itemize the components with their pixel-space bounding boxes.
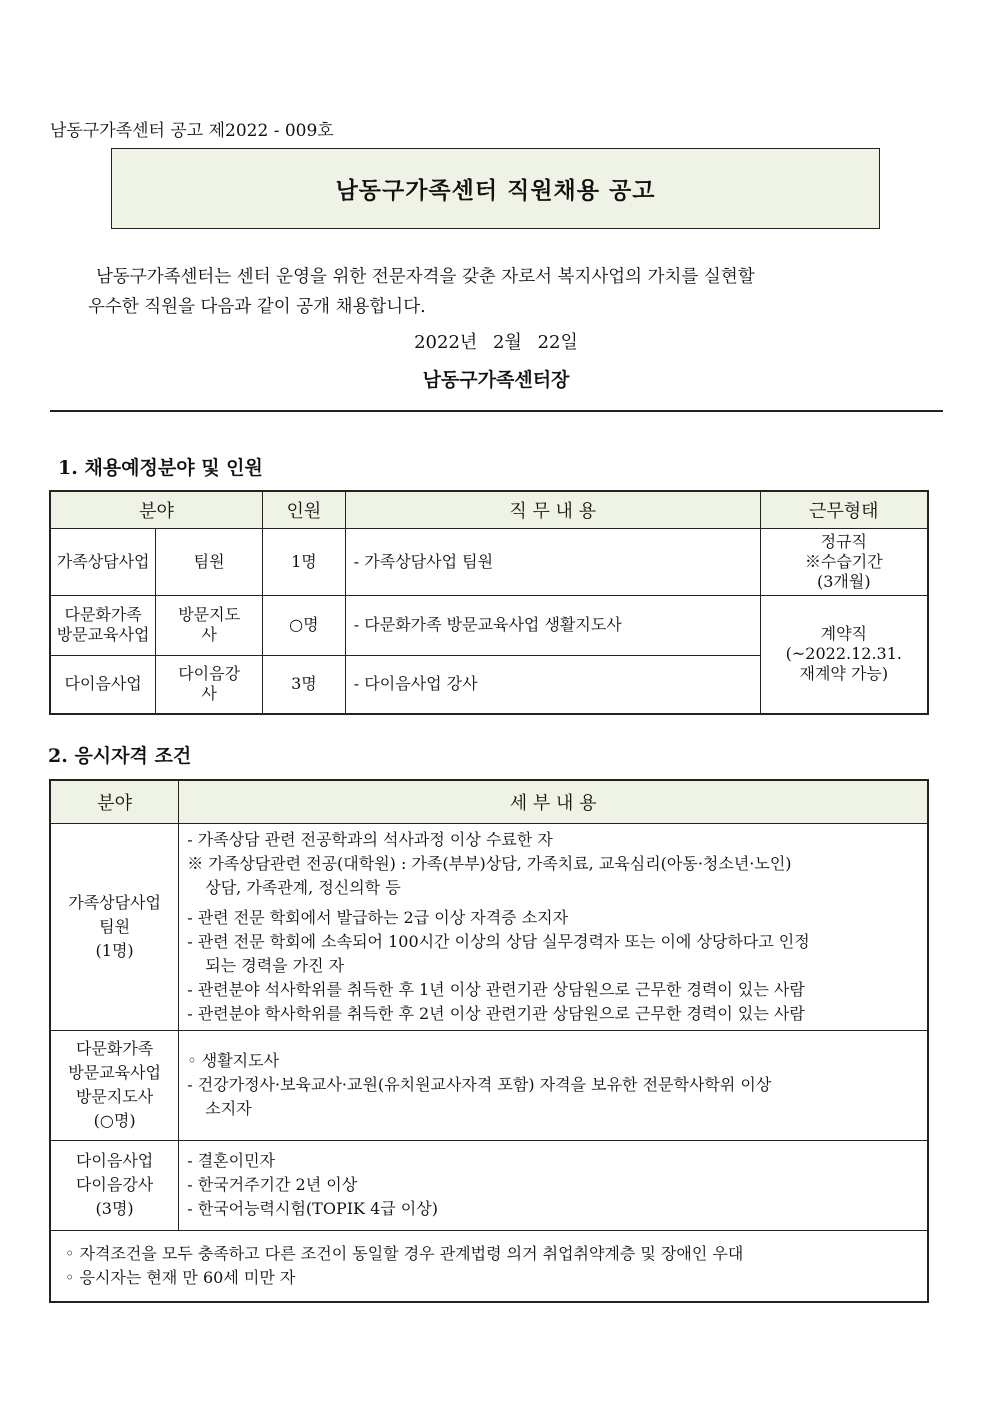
note-line: ◦ 자격조건을 모두 충족하고 다른 조건이 동일할 경우 관계법령 의거 취업취약계층 및 장애인 우대 <box>65 1243 744 1263</box>
field-line: (○명) <box>93 1111 136 1130</box>
field-line: 다문화가족 <box>75 1039 154 1058</box>
field-line: 방문교육사업 <box>68 1063 161 1082</box>
count-cell: 3명 <box>262 655 345 714</box>
type-line: 계약직 <box>820 624 867 644</box>
field-line: (1명) <box>95 940 134 960</box>
type-line: (3개월) <box>817 571 871 591</box>
type-line: (~2022.12.31. <box>785 644 902 664</box>
field-line: 다문화가족 <box>64 605 142 624</box>
notice-date: 2022년 2월 22일 <box>414 332 578 353</box>
field-cell <box>50 595 156 655</box>
role-cell: 팀원 <box>156 528 263 595</box>
type-line: ※수습기간 <box>804 551 883 571</box>
section2-heading: 2. 응시자격 조건 <box>48 745 192 767</box>
field-cell <box>50 1030 179 1140</box>
detail-line: - 가족상담 관련 전공학과의 석사과정 이상 수료한 자 <box>187 829 553 849</box>
table-row <box>50 528 928 595</box>
notes-cell <box>50 1230 928 1302</box>
field-cell: 가족상담사업 <box>50 528 156 595</box>
detail-line: - 건강가정사·보육교사·교원(유치원교사자격 포함) 자격을 보유한 전문학사학위 이상 <box>187 1075 772 1094</box>
table-row <box>50 1030 928 1140</box>
type-line: 정규직 <box>820 531 867 551</box>
page-title: 남동구가족센터 직원채용 공고 <box>335 177 656 204</box>
field-cell <box>50 823 179 1030</box>
detail-line: - 한국거주기간 2년 이상 <box>187 1175 358 1194</box>
field-line: 다이음사업 <box>75 1151 154 1170</box>
field-line: 방문지도사 <box>75 1087 154 1106</box>
table-row <box>50 1140 928 1230</box>
header-field: 분야 <box>50 491 262 528</box>
detail-line: - 관련분야 학사학위를 취득한 후 2년 이상 관련기관 상담원으로 근무한 경력이 있는 사람 <box>187 1003 805 1023</box>
header-duty: 직 무 내 용 <box>345 491 760 528</box>
field-cell <box>50 1140 179 1230</box>
count-cell: 1명 <box>262 528 345 595</box>
duty-cell: - 다문화가족 방문교육사업 생활지도사 <box>345 595 760 655</box>
detail-line: - 관련 전문 학회에서 발급하는 2급 이상 자격증 소지자 <box>187 907 569 927</box>
detail-line: - 관련분야 석사학위를 취득한 후 1년 이상 관련기관 상담원으로 근무한 경력이 있는 사람 <box>187 979 805 999</box>
detail-cell <box>179 1140 928 1230</box>
recruitment-table <box>49 490 929 715</box>
table-row <box>50 823 928 1030</box>
role-cell <box>156 655 263 714</box>
field-line: 가족상담사업 <box>68 892 161 912</box>
field-line: 다이음강사 <box>75 1175 154 1194</box>
detail-line: 되는 경력을 가진 자 <box>205 955 345 975</box>
detail-line: - 관련 전문 학회에 소속되어 100시간 이상의 상담 실무경력자 또는 이에 상당하다고 인정 <box>187 931 810 951</box>
field-cell: 다이음사업 <box>50 655 156 714</box>
divider <box>50 410 943 412</box>
count-cell: ○명 <box>262 595 345 655</box>
qualification-table <box>49 779 929 1303</box>
title-box <box>111 148 880 229</box>
role-cell <box>156 595 263 655</box>
section1-heading: 1. 채용예정분야 및 인원 <box>58 457 263 479</box>
notes-row <box>50 1230 928 1302</box>
intro-line-2: 우수한 직원을 다음과 같이 공개 채용합니다. <box>88 297 426 317</box>
detail-line: 상담, 가족관계, 정신의학 등 <box>205 877 401 897</box>
header-field: 분야 <box>50 780 179 823</box>
field-line: 팀원 <box>99 916 131 936</box>
note-line: ◦ 응시자는 현재 만 60세 미만 자 <box>65 1267 296 1287</box>
duty-cell: - 다이음사업 강사 <box>345 655 760 714</box>
detail-line: 소지자 <box>205 1099 252 1118</box>
header-type: 근무형태 <box>760 491 928 528</box>
detail-cell <box>179 823 928 1030</box>
type-line: 재계약 가능) <box>799 664 889 684</box>
role-line: 사 <box>201 625 217 644</box>
field-line: (3명) <box>95 1199 134 1218</box>
field-line: 방문교육사업 <box>56 625 150 644</box>
detail-line: ◦ 생활지도사 <box>187 1051 280 1070</box>
intro-paragraph <box>88 262 898 322</box>
intro-line-1: 남동구가족센터는 센터 운영을 위한 전문자격을 갖춘 자로서 복지사업의 가치를 실현할 <box>96 267 755 287</box>
table-row <box>50 595 928 655</box>
detail-line: - 한국어능력시험(TOPIK 4급 이상) <box>187 1199 438 1218</box>
duty-cell: - 가족상담사업 팀원 <box>345 528 760 595</box>
role-line: 방문지도 <box>178 605 241 624</box>
detail-cell <box>179 1030 928 1140</box>
role-line: 사 <box>201 684 217 704</box>
header-count: 인원 <box>262 491 345 528</box>
notice-number: 남동구가족센터 공고 제2022 - 009호 <box>50 121 334 141</box>
signer: 남동구가족센터장 <box>422 369 570 391</box>
role-line: 다이음강 <box>178 664 241 684</box>
detail-line: ※ 가족상담관련 전공(대학원) : 가족(부부)상담, 가족치료, 교육심리(아동·청소년·노인) <box>187 853 792 873</box>
contract-type-cell <box>760 595 928 714</box>
header-detail: 세 부 내 용 <box>179 780 928 823</box>
detail-line: - 결혼이민자 <box>187 1151 276 1170</box>
type-cell <box>760 528 928 595</box>
